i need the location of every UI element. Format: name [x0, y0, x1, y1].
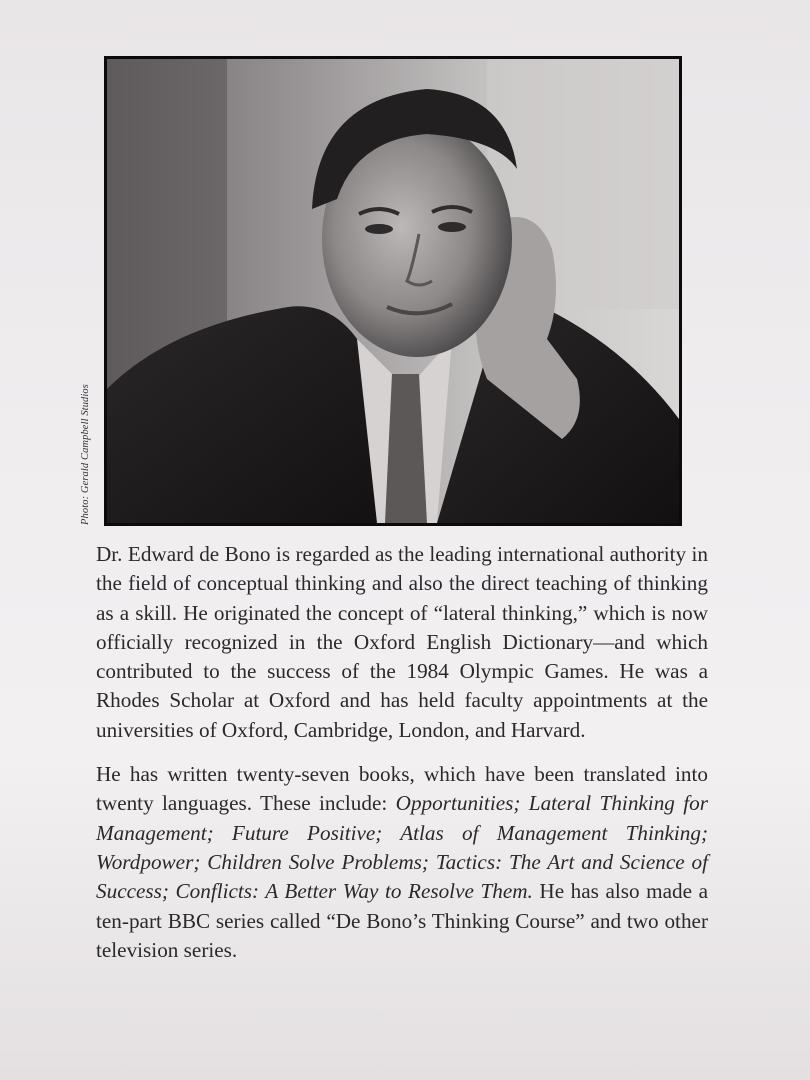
bio-paragraph-1: Dr. Edward de Bono is regarded as the leading international authority in the field of conceptual thinking and also the direct teaching of thinking as a skill. He originated the concept of “lateral thinking,” which is now officially recognized in the Oxford English Dictionary—and which contributed to the success of the 1984 Olympic Games. He was a Rhodes Scholar at Oxford and has held faculty appointments at the universities of Oxford, Cambridge, London, and Harvard. — [96, 542, 708, 742]
bio-paragraph-2 — [96, 760, 708, 965]
book-titles-list: Opportunities; Lateral Thinking for Management; Future Positive; Atlas of Management Thinking; Wordpower; Children Solve Problems; Tactics: The Art and Science of Success; Conflicts: A Better Way to Resolve Them. — [96, 791, 708, 904]
bio-paragraph-2-outro: He has also made a ten-part BBC series called “De Bono’s Thinking Course” and two other television series. — [96, 879, 708, 962]
author-photo — [104, 56, 682, 526]
bio-paragraph-2-intro: He has written twenty-seven books, which have been translated into twenty languages. These include: — [96, 762, 708, 816]
author-bio — [96, 540, 708, 980]
photo-credit: Photo: Gerald Campbell Studios — [80, 384, 91, 525]
